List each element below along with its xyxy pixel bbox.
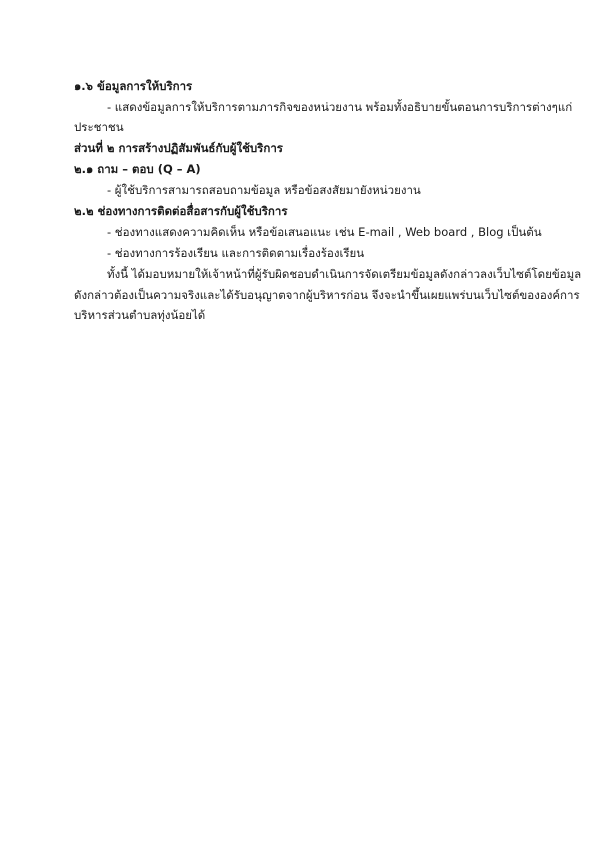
section-2-2-item-2: - ช่องทางการร้องเรียน และการติดตามเรื่องร้องเรียน: [107, 246, 365, 260]
section-2-1-item-1: - ผู้ใช้บริการสามารถสอบถามข้อมูล หรือข้อสงสัยมายังหน่วยงาน: [107, 183, 421, 197]
closing-paragraph-line-3: บริหารส่วนตำบลทุ่งน้อยได้: [74, 308, 206, 322]
section-1-6-heading: ๑.๖ ข้อมูลการให้บริการ: [74, 79, 193, 93]
part-2-heading: ส่วนที่ ๒ การสร้างปฏิสัมพันธ์กับผู้ใช้บริการ: [74, 141, 283, 155]
closing-paragraph-line-1: ทั้งนี้ ได้มอบหมายให้เจ้าหน้าที่ผู้รับผิดชอบดำเนินการจัดเตรียมข้อมูลดังกล่าวลงเว็บไซต์โดยข้อมูล: [107, 267, 582, 281]
section-2-2-item-1: - ช่องทางแสดงความคิดเห็น หรือข้อเสนอแนะ เช่น E-mail , Web board , Blog เป็นต้น: [107, 225, 542, 239]
section-2-2-heading: ๒.๒ ช่องทางการติดต่อสื่อสารกับผู้ใช้บริการ: [74, 204, 288, 218]
section-1-6-item-1: - แสดงข้อมูลการให้บริการตามภารกิจของหน่วยงาน พร้อมทั้งอธิบายขั้นตอนการบริการต่างๆแก่: [107, 100, 573, 114]
closing-paragraph-line-2: ดังกล่าวต้องเป็นความจริงและได้รับอนุญาตจากผู้บริหารก่อน จึงจะนำขึ้นเผยแพร่บนเว็บไซต์ขององค์การ: [74, 288, 580, 302]
section-2-1-heading: ๒.๑ ถาม – ตอบ (Q – A): [74, 162, 201, 176]
section-1-6-item-1-continuation: ประชาชน: [74, 120, 124, 134]
